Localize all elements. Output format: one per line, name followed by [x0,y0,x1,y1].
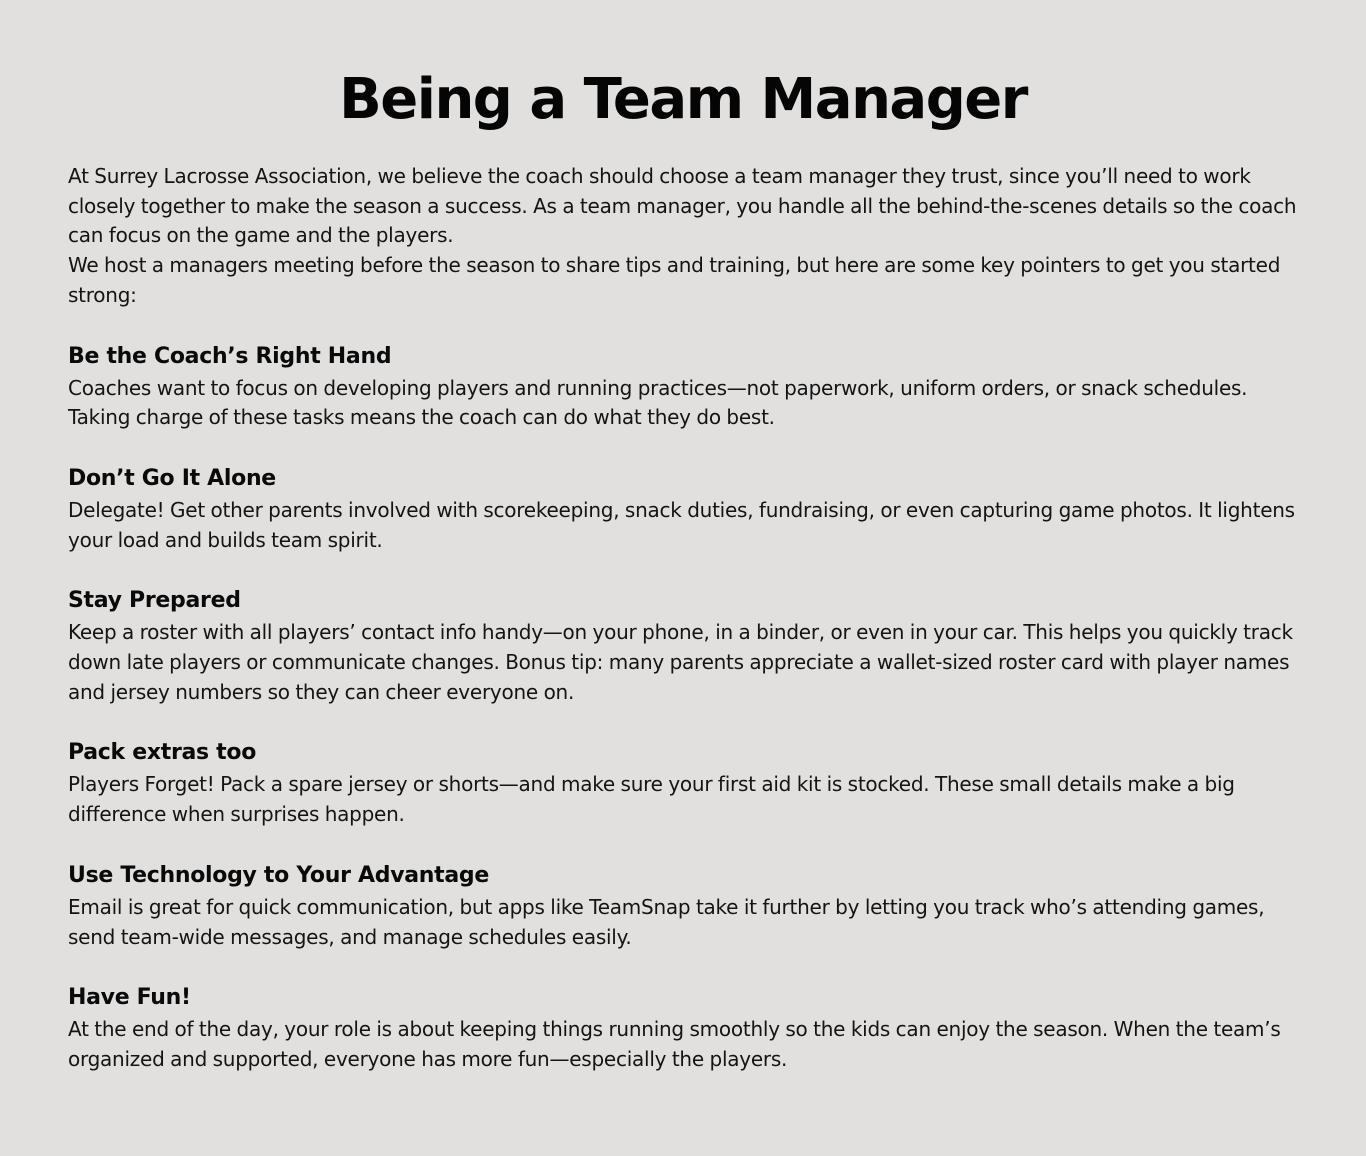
tips-list [68,341,1298,1075]
tip-heading: Don’t Go It Alone [68,465,276,491]
tip-section-stay-prepared [68,585,1298,707]
tip-section-technology [68,860,1298,952]
page-title: Being a Team Manager [339,67,1027,132]
tip-body: Email is great for quick communication, but apps like TeamSnap take it further by letting you track who’s attending games, send team-wide messages, and manage schedules easily. [68,894,1265,949]
tip-body: At the end of the day, your role is about keeping things running smoothly so the kids can enjoy the season. When the team’s organized and supported, everyone has more fun—especially the players. [68,1017,1281,1071]
tip-heading: Stay Prepared [68,588,241,614]
intro-paragraph: At Surrey Lacrosse Association, we believe the coach should choose a team manager they trust, since you’ll need to work closely together to make the season a success. As a team manager, you handle all the behind-the-scenes details so the coach can focus on the game and the players. [68,164,1297,248]
tip-heading: Be the Coach’s Right Hand [68,343,392,369]
intro-paragraph: We host a managers meeting before the season to share tips and training, but here are some key pointers to get you started strong: [68,253,1281,307]
tip-body: Delegate! Get other parents involved with scorekeeping, snack duties, fundraising, or even capturing game photos. It lightens your load and builds team spirit. [68,497,1295,552]
tip-section-have-fun [68,982,1298,1074]
tip-section-dont-go-alone [68,463,1298,555]
tip-heading: Have Fun! [68,985,191,1011]
tip-section-pack-extras [68,737,1298,829]
tip-heading: Use Technology to Your Advantage [68,862,489,888]
intro [68,162,1298,311]
tip-heading: Pack extras too [68,740,257,766]
tip-section-coach-right-hand [68,341,1298,433]
tip-body: Players Forget! Pack a spare jersey or shorts—and make sure your first aid kit is stocked. These small details make a big difference when surprises happen. [68,772,1235,827]
tip-body: Coaches want to focus on developing players and running practices—not paperwork, uniform orders, or snack schedules. Taking charge of these tasks means the coach can do what they do best. [68,375,1248,430]
tip-body: Keep a roster with all players’ contact info handy—on your phone, in a binder, or even in your car. This helps you quickly track down late players or communicate changes. Bonus tip: many parents appreciate a wallet-sized roster card with player names and jersey numbers so they can cheer everyone on. [68,620,1293,704]
